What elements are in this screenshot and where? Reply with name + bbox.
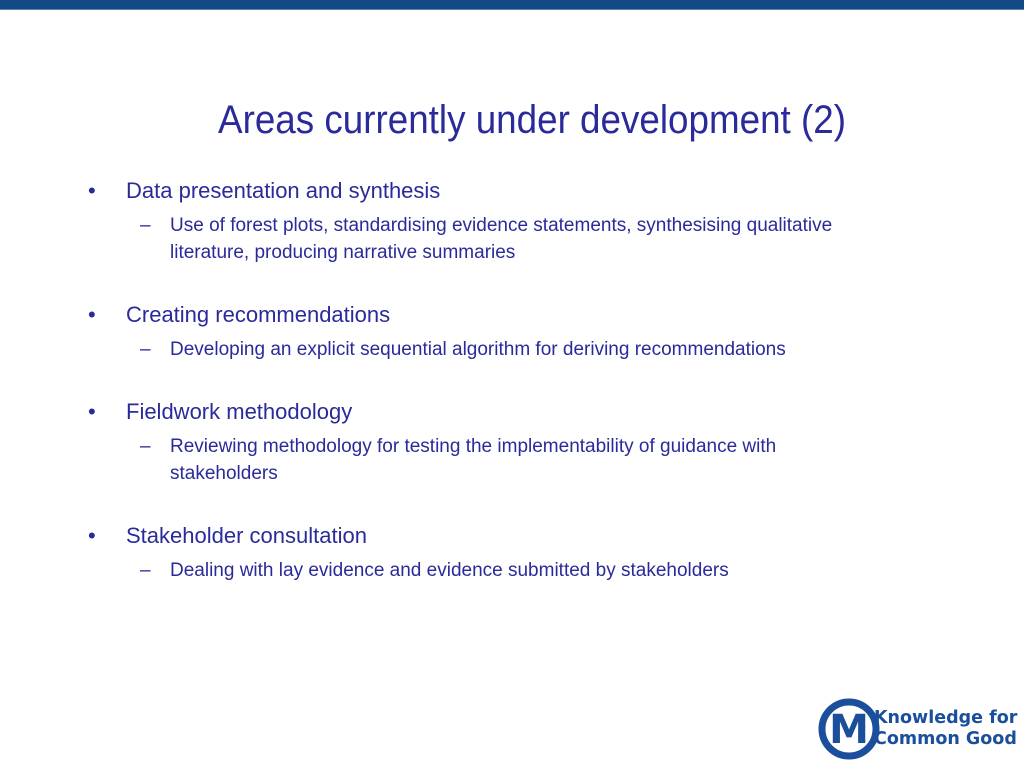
- dash-icon: –: [140, 560, 151, 581]
- top-bar: [0, 0, 1024, 10]
- bullet-heading: [86, 521, 966, 551]
- bullet-dot-icon: •: [88, 399, 96, 424]
- sub-bullet: [86, 212, 850, 266]
- sub-bullet-text: Developing an explicit sequential algorithm for deriving recommendations: [170, 339, 786, 360]
- bullet-dot-icon: •: [88, 523, 96, 548]
- bullet-text: Data presentation and synthesis: [126, 178, 441, 203]
- bullet-list: [86, 176, 966, 618]
- logo-mark-icon: [818, 698, 880, 760]
- bullet-heading: [86, 397, 966, 427]
- logo-line-1: Knowledge for: [874, 708, 1018, 728]
- sub-bullet: [86, 433, 850, 487]
- sub-bullet-text: Reviewing methodology for testing the implementability of guidance with stakeholders: [170, 436, 777, 484]
- sub-bullet-text: Dealing with lay evidence and evidence submitted by stakeholders: [170, 560, 729, 581]
- bullet-item: [86, 397, 966, 487]
- bullet-heading: [86, 300, 966, 330]
- sub-bullet: [86, 557, 850, 584]
- sub-bullet-text: Use of forest plots, standardising evidence statements, synthesising qualitative literature, producing narrative summaries: [170, 215, 833, 263]
- dash-icon: –: [140, 339, 151, 360]
- slide-title: Areas currently under development (2): [218, 98, 846, 142]
- bullet-text: Stakeholder consultation: [126, 523, 367, 548]
- logo-letter: M: [829, 707, 869, 753]
- bullet-item: [86, 521, 966, 584]
- dash-icon: –: [140, 215, 151, 236]
- bullet-dot-icon: •: [88, 178, 96, 203]
- sub-bullet: [86, 336, 850, 363]
- bullet-heading: [86, 176, 966, 206]
- logo-wordmark: [874, 708, 1017, 750]
- bullet-dot-icon: •: [88, 302, 96, 327]
- dash-icon: –: [140, 436, 151, 457]
- bullet-item: [86, 300, 966, 363]
- logo-line-2: Common Good: [874, 729, 1017, 749]
- bullet-text: Creating recommendations: [126, 302, 391, 327]
- bullet-text: Fieldwork methodology: [126, 399, 353, 424]
- knowledge-for-common-good-logo: [818, 698, 1018, 762]
- bullet-item: [86, 176, 966, 266]
